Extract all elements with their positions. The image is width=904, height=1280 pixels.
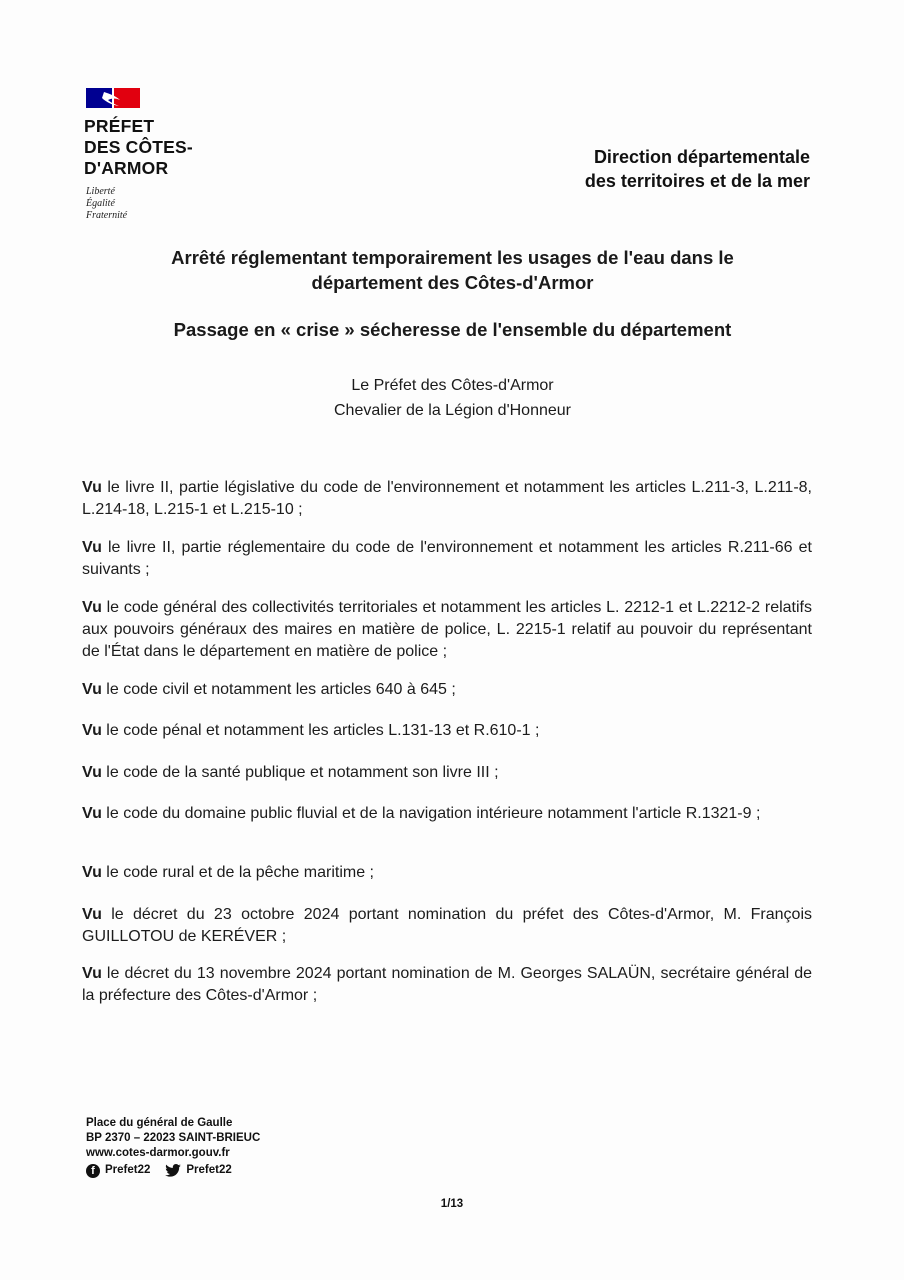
vu-paragraph (82, 477, 812, 521)
footer-website-link[interactable]: www.cotes-darmor.gouv.fr (86, 1147, 230, 1159)
twitter-handle[interactable]: Prefet22 (186, 1164, 232, 1176)
footer-address-1: Place du général de Gaulle (86, 1117, 233, 1129)
footer-social (86, 1163, 260, 1178)
decree-subtitle: Passage en « crise » sécheresse de l'ensemble du département (173, 319, 732, 340)
vu-text: le code pénal et notamment les articles L.131-13 et R.610-1 ; (101, 722, 540, 739)
motto-liberte: Liberté (86, 186, 115, 197)
vu-text: le livre II, partie législative du code de l'environnement et notamment les articles L.211-3, L.211-8, L.214-18, L.215-1 et L.215-10 ; (82, 479, 812, 518)
direction-line-1: Direction départementale (593, 147, 810, 167)
vu-paragraph (82, 862, 812, 884)
marianne-logo (86, 88, 140, 108)
logo-line-2: DES CÔTES- (84, 137, 193, 157)
page-number: 1/13 (440, 1198, 464, 1210)
motto-fraternite: Fraternité (86, 210, 128, 221)
vu-text: le livre II, partie réglementaire du code de l'environnement et notamment les articles R.211-66 et suivants ; (82, 539, 812, 578)
vu-paragraph (82, 679, 812, 701)
logo-line-1: PRÉFET (84, 116, 155, 136)
vu-text: le décret du 13 novembre 2024 portant nomination de M. Georges SALAÜN, secrétaire général de la préfecture des Côtes-d'Armor ; (82, 965, 812, 1004)
vu-text: le code de la santé publique et notamment son livre III ; (101, 764, 499, 781)
footer-contact (86, 1116, 260, 1178)
vu-paragraph (82, 803, 812, 825)
vu-paragraph (82, 904, 812, 948)
vu-label: Vu (82, 906, 102, 923)
vu-text: le code général des collectivités territoriales et notamment les articles L. 2212-1 et L.2212-2 relatifs aux pouvoirs généraux des maires en matière de police, L. 2215-1 relatif au pouvoir du représentant de l'État dans le département en matière de police ; (82, 599, 812, 660)
footer-address-2: BP 2370 – 22023 SAINT-BRIEUC (86, 1132, 261, 1144)
vu-paragraph (82, 597, 812, 663)
decree-title (100, 245, 805, 295)
authority-line-1: Le Préfet des Côtes-d'Armor (351, 377, 554, 394)
facebook-handle[interactable]: Prefet22 (105, 1164, 151, 1176)
decree-title-line-2: département des Côtes-d'Armor (311, 272, 594, 293)
republic-motto (86, 186, 127, 222)
vu-text: le code civil et notamment les articles 640 à 645 ; (101, 681, 456, 698)
vu-label: Vu (82, 539, 102, 556)
vu-label: Vu (82, 681, 102, 698)
vu-paragraph (82, 720, 812, 742)
authority-line-2: Chevalier de la Légion d'Honneur (334, 402, 571, 419)
vu-text: le code rural et de la pêche maritime ; (101, 864, 374, 881)
vu-paragraph (82, 537, 812, 581)
vu-label: Vu (82, 805, 102, 822)
vu-label: Vu (82, 599, 102, 616)
vu-label: Vu (82, 864, 102, 881)
vu-label: Vu (82, 479, 102, 496)
authority-block (100, 373, 805, 423)
vu-paragraph (82, 762, 812, 784)
prefet-logo-text (84, 116, 193, 179)
direction-line-2: des territoires et de la mer (584, 171, 810, 191)
vu-label: Vu (82, 722, 102, 739)
facebook-icon[interactable]: f (86, 1164, 100, 1178)
vu-label: Vu (82, 764, 102, 781)
twitter-icon[interactable] (165, 1164, 181, 1177)
vu-text: le code du domaine public fluvial et de la navigation intérieure notamment l'article R.1321-9 ; (101, 805, 761, 822)
vu-paragraph (82, 963, 812, 1007)
logo-line-3: D'ARMOR (84, 158, 169, 178)
vu-label: Vu (82, 965, 102, 982)
issuing-direction (585, 145, 810, 193)
vu-text: le décret du 23 octobre 2024 portant nomination du préfet des Côtes-d'Armor, M. François GUILLOTOU de KERÉVER ; (82, 906, 812, 945)
decree-title-line-1: Arrêté réglementant temporairement les usages de l'eau dans le (171, 247, 734, 268)
motto-egalite: Égalité (86, 198, 115, 209)
